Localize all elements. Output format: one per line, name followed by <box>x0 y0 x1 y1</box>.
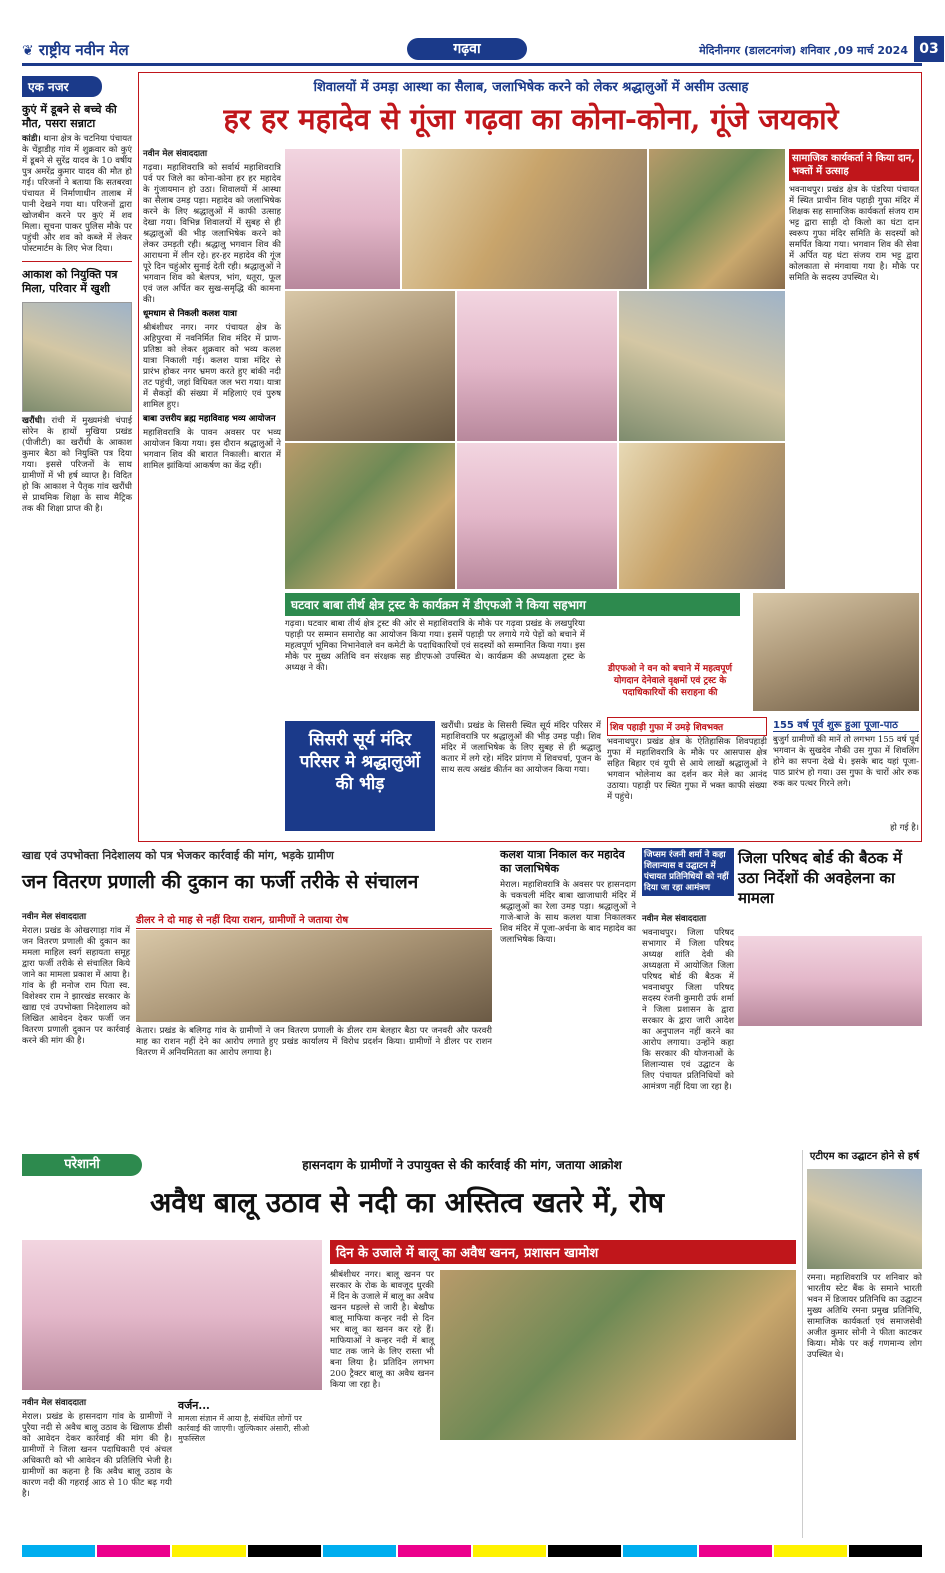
trust-quote: डीएफओ ने वन को बचाने में महत्वपूर्ण योगदान देनेवाले वृक्षमों एवं ट्रस्ट के पदाधिकारियों की सराहना की <box>607 664 733 698</box>
lead-text-column <box>143 149 281 839</box>
balu-headline: दिन के उजाले में बालू का अवैध खनन, प्रशासन खामोश <box>330 1240 796 1264</box>
story2-body <box>22 416 132 515</box>
sisri-body: खरौंधी। प्रखंड के सिसरी स्थित सूर्य मंदिर परिसर में महाशिवरात्रि पर श्रद्धालुओं की भीड़ उमड़ पड़ी। शिव मंदिर में जलाभिषेक के लिए सुबह से ही श्रद्धालु कतार में लगे रहे। मंदिर प्रांगण में शिवचर्चा, पूजन के साथ सत्य अखंड कीर्तन का आयोजन किया गया। <box>441 721 601 775</box>
story1-body <box>22 134 132 255</box>
lead-subhead-2: धूमधाम से निकली कलश यात्रा <box>143 309 237 319</box>
balu-body: श्रीबंशीधर नगर। बालू खनन पर सरकार के रोक के बावजूद धुरकी में दिन के उजाले में बालू का अवैध खनन धड़ल्ले से जारी है। बेखौफ बालू माफिया कन्हर नदी से दिन भर बालू का खनन कर रहे हैं। माफियाओं ने कन्हर नदी में बालू घाट तक जाने के लिए रास्ता भी बना लिया है। प्रतिदिन लगभग 200 ट्रैक्टर बालू का अवैध खनन किया जा रहा है। <box>330 1270 434 1390</box>
pareshani-byline: नवीन मेल संवाददाता <box>22 1398 87 1408</box>
pds-story <box>22 848 492 1148</box>
years155-headline: 155 वर्ष पूर्व शुरू हुआ पूजा-पाठ <box>773 717 919 732</box>
women-devotees-photo <box>457 291 617 441</box>
temple-crowd-photo <box>285 149 400 289</box>
side-box-head: सामाजिक कार्यकर्ता ने किया दान, भक्तों में उत्साह <box>789 149 919 181</box>
registration-bar <box>22 1545 922 1557</box>
zp-text: भवनाथपुर। जिला परिषद सभागार में जिला परिषद अध्यक्ष शांति देवी की अध्यक्षता में आयोजित जिला परिषद बोर्ड की बैठक में भवनाथपुर जिला परिषद सदस्य रंजनी कुमारी उर्फ शर्मा ने जिला प्रशासन के द्वारा सरकार के द्वारा जारी आदेश का अनुपालन नहीं करने का आरोप लगाया। उन्होंने कहा कि सरकार की योजनाओं के शिलान्यास एवं उद्घाटन के लिए पंचायत प्रतिनिधियों को आमंत्रण नहीं दिया जा रहा है। <box>642 928 734 1092</box>
ek-nazar-label: एक नजर <box>22 76 102 97</box>
lead-story <box>138 72 922 842</box>
trust-body: गढ़वा। घटवार बाबा तीर्थ क्षेत्र ट्रस्ट की ओर से महाशिवरात्रि के मौके पर गढ़वा प्रखंड के लखपुरिया पहाड़ी पर सम्मान समारोह का आयोजन किया गया। इसमें पहाड़ी पर लगाये गये पेड़ों को बचाने में महत्वपूर्ण भूमिका निभानेवाले वन कमेटी के पदाधिकारियों एवं सदस्यों को सम्मानित किया गया। इस मौके पर मुख्य अतिथि वन संरक्षक सह डीएफओ उपस्थित थे। कार्यक्रम की अध्यक्षता ट्रस्ट के अध्यक्ष ने की। <box>285 619 585 673</box>
bell-donation-photo <box>619 443 785 589</box>
side-box-body: भवनाथपुर। प्रखंड क्षेत्र के पंडरिया पंचायत में स्थित प्राचीन शिव पहाड़ी गुफा मंदिर में शिक्षक सह सामाजिक कार्यकर्ता संजय राम भट्ट द्वारा साड़ी दो किलो का घंटा दान स्वरूप गुफा मंदिर समिति के सदस्यों को समर्पित किया गया। भगवान शिव की सेवा में अर्पित यह घंटा संजय राम भट्ट द्वारा कोलकाता से मंगवाया गया है। मौके पर समिति के सदस्य उपस्थित थे। <box>789 185 919 283</box>
page-number: 03 <box>914 36 944 62</box>
sand-mining-photo <box>440 1270 796 1440</box>
aarti-photo <box>457 443 617 589</box>
story1-text: थाना क्षेत्र के चटनिया पंचायत के चेंड्राडीह गांव में शुक्रवार को कुएं में डूबने से सुरेंद्र यादव के 10 वर्षीय पुत्र अमरेंद्र कुमार यादव की मौत हो गई। परिजनों ने बताया कि सतबरवा पंचायत में निर्माणाधीन तालाब में पानी देखने गया था। परिजनों द्वारा खोजबीन करने पर कुएं में शव मिला। सूचना पाकर पुलिस मौके पर पहुंची और शव को कब्जे में लेकर पोस्टमार्टम के लिए भेज दिया। <box>22 134 133 254</box>
varjan-label: वर्जन... <box>178 1399 210 1412</box>
lead-body-2: श्रीबंशीधर नगर। नगर पंचायत क्षेत्र के अहिपुरवा में नवनिर्मित शिव मंदिर में प्राण-प्रतिष्ठा को लेकर शुक्रवार को भव्य कलश यात्रा निकाली गई। कलश यात्रा मंदिर से प्रारंभ होकर नगर भ्रमण करते हुए बांकी नदी तट पहुंची, जहां विधिवत जल भरा गया। यात्रा में सैकड़ों की संख्या में महिलाएं एवं पुरुष शामिल हुए। <box>143 323 281 410</box>
ek-nazar-column <box>22 76 132 836</box>
zp-meeting-photo <box>738 936 922 1026</box>
pds-byline: नवीन मेल संवाददाता <box>22 912 87 922</box>
pareshani-label: परेशानी <box>22 1154 142 1176</box>
lead-byline: नवीन मेल संवाददाता <box>143 149 208 159</box>
divider <box>22 261 132 262</box>
pareshani-photo-caption: मामला संज्ञान में आया है, संबंधित लोगों पर कार्रवाई की जाएगी। जुल्फिकार अंसारी, सीओ मुफस्सिल <box>178 1414 310 1443</box>
zp-headline: जिला परिषद बोर्ड की बैठक में उठा निर्देशों की अवहेलना का मामला <box>738 849 903 907</box>
atm-body: रमना। महाशिवरात्रि पर शनिवार को भारतीय स्टेट बैंक के समाने भारती भवन में डिजायर प्रतिनिधि का उद्घाटन मुख्य अतिथि रमना प्रमुख प्रतिनिधि, सामाजिक कार्यकर्ता एवं समाजसेवी अजीत कुमार सोनी ने फीता काटकर किया। मौके पर कई गणमान्य लोग उपस्थित थे। <box>807 1273 922 1360</box>
photo-mosaic <box>285 149 785 589</box>
pds-kicker: खाद्य एवं उपभोक्ता निदेशालय को पत्र भेजकर कार्रवाई की मांग, भड़के ग्रामीण <box>22 849 334 862</box>
zp-body <box>642 914 734 1146</box>
lead-subhead-3: बाबा उत्तरीय ब्रह्म महाविवाह भव्य आयोजन <box>143 414 276 424</box>
pareshani-section <box>22 1150 922 1540</box>
sisri-headline: सिसरी सूर्य मंदिर परिसर मे श्रद्धालुओं की भीड़ <box>285 721 435 831</box>
pds-sub-body: केतार। प्रखंड के बलिगढ़ गांव के ग्रामीणों ने जन वितरण प्रणाली के डीलर राम बेलहार बैठा पर जनवरी और फरवरी माह का राशन नहीं देने का आरोप लगाते हुए प्रखंड कार्यालय में विरोध प्रदर्शन किया। ग्रामीणों ने डीलर पर राशन वितरण में अनियमितता का आरोप लगाया है। <box>136 1026 492 1058</box>
atm-headline: एटीएम का उद्घाटन होने से हर्ष <box>809 1151 920 1162</box>
pds-sub-headline: डीलर ने दो माह से नहीं दिया राशन, ग्रामीणों ने जताया रोष <box>136 912 492 929</box>
pareshani-kicker: हासनदाग के ग्रामीणों ने उपायुक्त से की कार्रवाई की मांग, जताया आक्रोश <box>302 1158 622 1172</box>
story2-headline: आकाश को नियुक्ति पत्र मिला, परिवार में खुशी <box>22 268 118 295</box>
section-tab <box>407 38 527 60</box>
bird-icon: ❦ <box>22 43 34 59</box>
section-name: गढ़वा <box>453 41 481 57</box>
lead-body-3: महाशिवरात्रि के पावन अवसर पर भव्य आयोजन किया गया। इस दौरान श्रद्धालुओं ने भगवान शिव की बारात निकाली। बारात में शामिल झांकियां आकर्षण का केंद्र रहीं। <box>143 428 281 471</box>
zp-byline: नवीन मेल संवाददाता <box>642 914 707 924</box>
trust-headline: घटवार बाबा तीर्थ क्षेत्र ट्रस्ट के कार्यक्रम में डीएफओ ने किया सहभाग <box>285 593 740 616</box>
side-box <box>789 149 919 589</box>
kalash-body: मेराल। महाशिवरात्रि के अवसर पर हासनदाग के चकचली मंदिर बाबा खाजाधारी मंदिर में श्रद्धालुओं का रेला उमड़ पड़ा। श्रद्धालुओं ने गाजे-बाजे के साथ कलश यात्रा निकालकर शिव मंदिर में पूजा-अर्चना के बाद महादेव का जलाभिषेक किया। <box>500 880 636 945</box>
masthead <box>22 34 939 66</box>
years155-body: बुजुर्ग ग्रामीणों की मानें तो लगभग 155 वर्ष पूर्व भगवान के सुखदेव नौकी उस गुफा में शिवलिंग होने का सपना देखे थे। इसके बाद यहां पूजा-पाठ प्रारंभ हो गया। उस गुफा के चारों ओर रुक रुक कर पत्थर गिरने लगे। <box>773 735 919 789</box>
pareshani-body <box>22 1398 172 1538</box>
procession-photo <box>285 291 455 441</box>
kalash-yatra-photo <box>285 443 455 589</box>
lead-kicker: शिवालयों में उमड़ा आस्था का सैलाब, जलाभिषेक करने को लेकर श्रद्धालुओं में असीम उत्साह <box>313 80 749 95</box>
lead-headline: हर हर महादेव से गूंजा गढ़वा का कोना-कोना, गूंजे जयकारे <box>223 102 839 136</box>
pareshani-headline: अवैध बालू उठाव से नदी का अस्तित्व खतरे में, रोष <box>149 1186 665 1219</box>
kalash-story <box>500 848 636 1148</box>
years155-closing: हो गई है। <box>890 823 919 833</box>
story2-text: रांची में मुख्यमंत्री चंपाई सोरेन के हाथों मुखिया प्रखंड (पीजीटी) का खरौंधी के आकाश कुमार बैठा को नियुक्ति पत्र दिया गया। इससे परिजनों के साथ ग्रामीणों में भी हर्ष व्याप्त है। विदित हो कि आकाश ने पैतृक गांव खरौंधी से प्राथमिक शिक्षा के साथ मैट्रिक तक की शिक्षा प्राप्त की है। <box>22 416 133 514</box>
trust-story <box>285 593 919 839</box>
atm-inauguration-photo <box>807 1169 922 1269</box>
paper-name: राष्ट्रीय नवीन मेल <box>38 41 129 59</box>
pds-body <box>22 912 130 1142</box>
zp-story <box>642 848 922 1148</box>
school-building-photo <box>22 1240 322 1390</box>
shiv-pahad-tag: शिव पहाड़ी गुफा में उमड़े शिवभक्त <box>607 717 767 736</box>
pareshani-text: मेराल। प्रखंड के हासनदाग गांव के ग्रामीणों ने पुरैया नदी से अवैध बालू उठाव के खिलाफ डीसी को आवेदन देकर कार्रवाई की मांग की है। ग्रामीणों ने जिला खनन पदाधिकारी एवं अंचल अधिकारी को भी आवेदन की प्रतिलिपि भेजी है। ग्रामीणों का कहना है कि अवैध बालू उठाव के कारण नदी की गहराई आठ से 10 फीट बढ़ गयी है। <box>22 1412 172 1499</box>
paper-logo <box>22 40 222 62</box>
pds-headline: जन वितरण प्रणाली की दुकान का फर्जी तरीके से संचालन <box>22 871 419 893</box>
zp-kicker: जिप्सम रंजनी शर्मा ने कहा शिलान्यास व उद्घाटन में पंचायत प्रतिनिधियों को नहीं दिया जा रहा आमंत्रण <box>642 848 734 896</box>
dateline: मेदिनीनगर (डालटनगंज) शनिवार ,09 मार्च 2024 <box>699 44 908 57</box>
pds-text: मेराल। प्रखंड के ओखरगाड़ा गांव में जन वितरण प्रणाली की दुकान का ममला माहिल स्वर्ग सहायता समूह द्वारा फर्जी तरीके से संचालित किये जाने का मामला प्रकाश में आया है। गांव के ही मनोज राम पिता स्व. विशेश्वर राम ने झारखंड सरकार के खाद्य एवं उपभोक्ता निदेशालय को लिखित आवेदन देकर फर्जी जन वितरण प्रणाली दुकान पर कार्रवाई करने की मांग की है। <box>22 926 130 1046</box>
felicitation-photo <box>753 593 919 711</box>
atm-story <box>802 1150 922 1538</box>
lead-body-1: गढ़वा। महाशिवरात्रि को सर्वार्थ महाशिवरात्रि पर्व पर जिले का कोना-कोना हर हर महादेव के गुंजायमान हो उठा। शिवालयों में आस्था का सैलाब उमड़ पड़ा। महादेव को जलाभिषेक करने के लिए श्रद्धालुओं में काफी उत्साह देखा गया। विभिन्न शिवालयों में सुबह से ही श्रद्धालुओं की भीड़ जलाभिषेक करने को लेकर उमड़ती रही। श्रद्धालु भगवान शिव की आराधना में लीन रहे। हर-हर महादेव की गूंज पूरे दिन चहुंओर सुनाई देती रही। श्रद्धालुओं ने भगवान शिव को बेलपत्र, भांग, धतूरा, फूल एवं जल अर्पित कर सुख-समृद्धि की कामना की। <box>143 163 281 305</box>
story1-dateline: कांडी। <box>22 134 41 144</box>
kalash-headline: कलश यात्रा निकाल कर महादेव का जलाभिषेक <box>500 848 625 875</box>
balu-story <box>330 1240 796 1536</box>
story2-dateline: खरौंधी। <box>22 416 46 426</box>
shiv-pahad-body: भवनाथपुर। प्रखंड क्षेत्र के ऐतिहासिक शिवपहाड़ी गुफा में महाशिवरात्रि के मौके पर आसपास क्षेत्र सहित बिहार एवं यूपी से आये लाखों श्रद्धालुओं ने भगवान भोलेनाथ का दर्शन कर मेले का आनंद उठाया। पहाड़ी पर स्थित गुफा में भक्त काफी संख्या में पहुंचे। <box>607 737 767 802</box>
puja-photo <box>619 291 785 441</box>
story1-headline: कुएं में डूबने से बच्चे की मौत, पसरा सन्नाटा <box>22 103 117 130</box>
villagers-protest-photo <box>136 930 492 1022</box>
shiva-temple-photo <box>402 149 647 289</box>
akash-photo <box>22 302 132 412</box>
devotees-photo <box>649 149 785 289</box>
